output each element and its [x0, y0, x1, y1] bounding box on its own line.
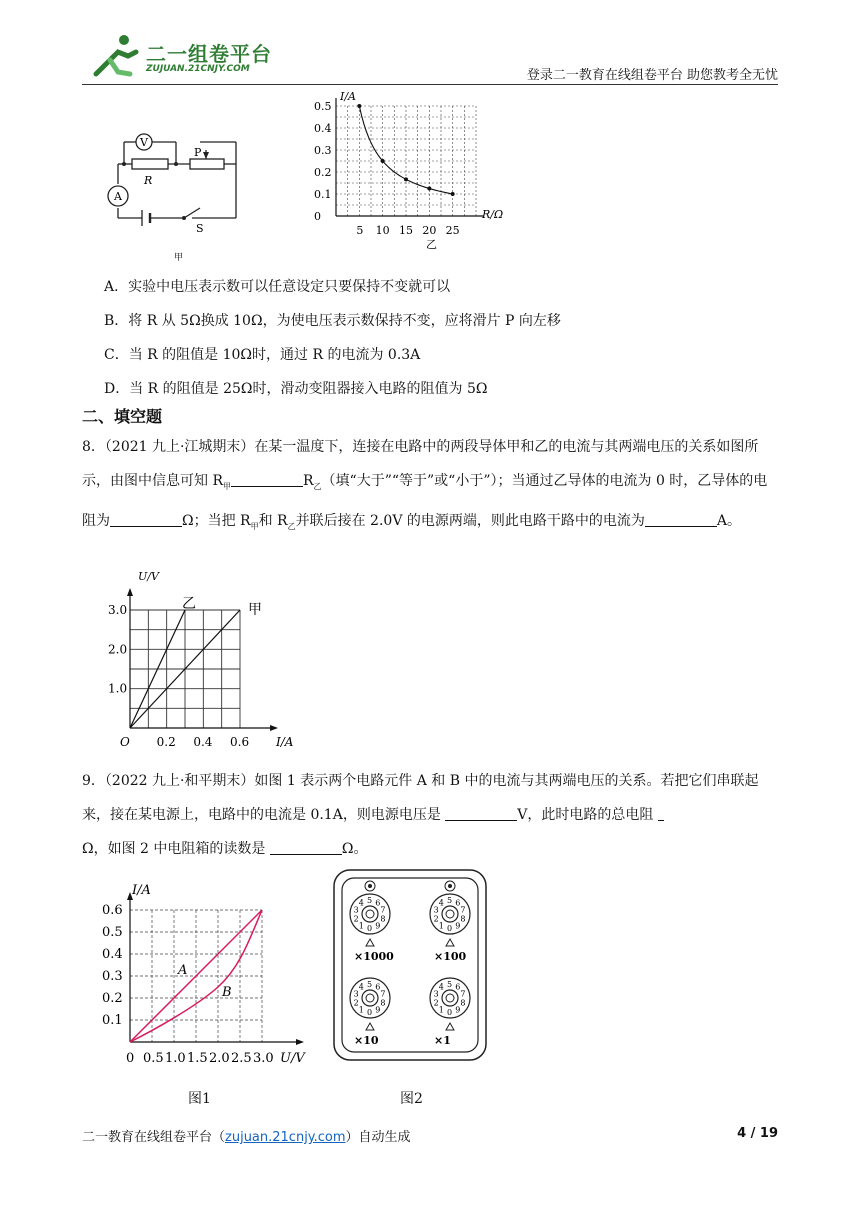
header-divider	[82, 84, 778, 85]
dial-digit: 7	[380, 989, 386, 999]
dial-digit: 5	[367, 980, 373, 989]
dial-knob	[366, 910, 374, 918]
q8-blank-1[interactable]	[231, 472, 303, 487]
x-tick-label: 0	[126, 1051, 135, 1066]
x-tick-label: 0.5	[143, 1051, 164, 1066]
dial-digit: 1	[358, 1005, 364, 1015]
question-8: 8．（2021 九上·江城期末）在某一温度下，连接在电路中的两段导体甲和乙的电流与其两端电压的关系如图所示，由图中信息可知 $R_甲$ $R_乙$（填“大于”“等于”或“小于”）；当通过乙导体的电流为 0 时，乙导体的电阻为 Ω；当把 $R_甲$和 $R_乙$并联后接在 2.0V 的电源两端，则此电路干路中的电流为 A。	[82, 439, 768, 531]
dial-digit: 5	[447, 980, 453, 989]
fig1-ylabel: I/A	[132, 883, 151, 898]
circuit-diagram-jia	[100, 128, 250, 268]
dial-inner	[442, 906, 458, 922]
dial-digit: 1	[438, 1005, 444, 1015]
x-tick-label: 0.6	[230, 735, 250, 749]
terminal-dot	[448, 884, 452, 888]
data-point	[357, 104, 361, 108]
y-tick-label: 0.5	[102, 925, 123, 940]
x-tick-label: 2.0	[209, 1051, 230, 1066]
option-c: C．当 R 的阻值是 10Ω时，通过 R 的电流为 0.3A	[104, 347, 421, 363]
y-tick-label: 3.0	[108, 603, 128, 617]
dial-digit: 6	[455, 982, 461, 992]
dial-digit: 0	[367, 1008, 373, 1017]
pointer-triangle-icon	[366, 1023, 374, 1030]
y-tick-label: 0.4	[314, 122, 332, 135]
fig1-label-b: B	[222, 985, 232, 1000]
data-point	[451, 192, 455, 196]
y-tick-label: 0.3	[102, 969, 123, 984]
q8-blank-3[interactable]	[645, 512, 717, 527]
logo-text: 二一组卷平台	[146, 42, 272, 66]
x-tick-label: 3.0	[253, 1051, 274, 1066]
q9-blank-2[interactable]	[658, 806, 664, 821]
x-tick-label: 2.5	[231, 1051, 252, 1066]
switch-label: S	[196, 222, 204, 235]
fig2-caption: 图2	[400, 1091, 423, 1107]
y-tick-label: 0.2	[314, 166, 332, 179]
y-tick-label: 2.0	[108, 642, 128, 657]
dial-digit: 1	[358, 921, 364, 931]
dial-digit: 9	[375, 921, 381, 931]
graph8-xlabel: I/A	[276, 735, 294, 749]
dial-digit: 9	[375, 1005, 381, 1015]
x-axis-arrow	[296, 1039, 304, 1045]
dial-knob	[446, 994, 454, 1002]
data-point	[381, 159, 385, 163]
y-tick-label: 0.3	[314, 144, 332, 157]
y-tick-label: 0.5	[314, 100, 332, 113]
pointer-triangle-icon	[446, 939, 454, 946]
graph8-label-jia: 甲	[248, 602, 262, 618]
fig1-xlabel: U/V	[280, 1051, 305, 1066]
platform-logo	[88, 30, 278, 80]
dial-inner	[362, 906, 378, 922]
y-tick-label: 0	[314, 210, 321, 223]
dial-digit: 0	[447, 1008, 453, 1017]
current-resistance-graph	[304, 88, 524, 268]
y-tick-label: 1.0	[108, 681, 128, 696]
x-tick-label: 1.5	[187, 1051, 208, 1066]
dial-digit: 4	[438, 898, 444, 908]
graph8-ylabel: U/V	[138, 570, 159, 583]
current-voltage-graph-fig1	[96, 880, 312, 1070]
dial-digit: 8	[460, 914, 466, 924]
option-d: D．当 R 的阻值是 25Ω时，滑动变阻器接入电路的阻值为 5Ω	[104, 381, 488, 397]
dial-digit: 2	[433, 914, 439, 924]
q8-blank-2[interactable]	[110, 512, 182, 527]
x-tick-label: 0.2	[156, 735, 176, 749]
graph7-xlabel: R/Ω	[482, 208, 504, 221]
dial-knob	[366, 994, 374, 1002]
dial-digit: 0	[367, 924, 373, 933]
dial-multiplier-label: ×10	[354, 1034, 379, 1047]
pointer-triangle-icon	[366, 939, 374, 946]
page-number: 4 / 19	[737, 1126, 778, 1141]
resistance-box-fig2	[332, 868, 488, 1062]
q9-blank-1[interactable]	[445, 806, 517, 821]
dial-digit: 5	[447, 896, 453, 905]
x-tick-label: 0.4	[193, 735, 213, 749]
runner-logo-icon	[88, 30, 144, 80]
dial-digit: 7	[460, 905, 466, 915]
graph7-ylabel: I/A	[340, 90, 356, 103]
dial-multiplier-label: ×100	[434, 950, 467, 963]
y-tick-label: 0.1	[314, 188, 332, 201]
data-point	[404, 177, 408, 181]
x-tick-label: 25	[445, 224, 460, 237]
dial-knob	[446, 910, 454, 918]
q9-blank-3[interactable]	[270, 840, 342, 855]
dial-digit: 2	[353, 914, 359, 924]
question-9: 9．（2022 九上·和平期末）如图 1 表示两个电路元件 A 和 B 中的电流与其两端电压的关系。若把它们串联起来，接在某电源上，电路中的电流是 0.1A，则电源电压是 V，此时电路的总电阻 Ω，如图 2 中电阻箱的读数是 Ω。	[82, 773, 759, 857]
footer-link[interactable]: zujuan.21cnjy.com	[225, 1130, 346, 1145]
dial-digit: 2	[433, 998, 439, 1008]
dial-digit: 6	[375, 982, 381, 992]
voltage-current-graph	[104, 566, 304, 756]
dial-digit: 4	[358, 898, 364, 908]
dial-digit: 4	[358, 982, 364, 992]
dial-digit: 9	[455, 1005, 461, 1015]
option-a: A．实验中电压表示数可以任意设定只要保持不变就可以	[104, 279, 451, 295]
section-title: 二、填空题	[82, 407, 163, 426]
dial-digit: 7	[460, 989, 466, 999]
dial-digit: 3	[353, 989, 359, 999]
dial-inner	[362, 990, 378, 1006]
dial-multiplier-label: ×1	[434, 1034, 451, 1047]
dial-digit: 8	[380, 998, 386, 1008]
x-tick-label: 5	[356, 224, 364, 237]
ammeter-label: A	[114, 190, 122, 203]
data-point	[427, 187, 431, 191]
graph8-label-yi: 乙	[182, 596, 196, 612]
terminal-dot	[368, 884, 372, 888]
y-tick-label: 0.1	[102, 1013, 123, 1028]
graph7-caption: 乙	[426, 238, 437, 251]
dial-digit: 8	[380, 914, 386, 924]
dial-digit: 6	[455, 898, 461, 908]
y-axis-arrow	[127, 588, 133, 596]
header-slogan: 登录二一教育在线组卷平台 助您教考全无忧	[526, 68, 778, 83]
dial-digit: 6	[375, 898, 381, 908]
resistor-label: R	[144, 174, 153, 187]
dial-digit: 3	[433, 905, 439, 915]
dial-digit: 0	[447, 924, 453, 933]
dial-digit: 8	[460, 998, 466, 1008]
fig1-caption: 图1	[188, 1091, 211, 1107]
dial-digit: 5	[367, 896, 373, 905]
dial-digit: 1	[438, 921, 444, 931]
circuit-caption: 甲	[174, 253, 184, 263]
dial-digit: 2	[353, 998, 359, 1008]
footer-left: 二一教育在线组卷平台（zujuan.21cnjy.com）自动生成	[82, 1130, 411, 1145]
x-axis-arrow	[270, 725, 278, 731]
x-tick-label: 10	[375, 224, 390, 237]
y-tick-label: 0.4	[102, 947, 123, 962]
x-tick-label: 15	[399, 224, 413, 237]
y-tick-label: 0.6	[102, 903, 123, 918]
dial-multiplier-label: ×1000	[354, 950, 394, 963]
dial-digit: 4	[438, 982, 444, 992]
dial-digit: 3	[433, 989, 439, 999]
dial-inner	[442, 990, 458, 1006]
slider-label: P	[194, 146, 202, 159]
fig1-label-a: A	[178, 963, 188, 978]
dial-digit: 7	[380, 905, 386, 915]
y-tick-label: 0.2	[102, 991, 123, 1006]
x-tick-label: 1.0	[165, 1051, 186, 1066]
dial-digit: 9	[455, 921, 461, 931]
dial-digit: 3	[353, 905, 359, 915]
pointer-triangle-icon	[446, 1023, 454, 1030]
voltmeter-label: V	[140, 136, 148, 149]
graph8-origin: O	[120, 735, 130, 749]
x-tick-label: 20	[422, 224, 437, 237]
logo-url: ZUJUAN.21CNJY.COM	[146, 64, 250, 74]
option-b: B．将 R 从 5Ω换成 10Ω，为使电压表示数保持不变，应将滑片 P 向左移	[104, 313, 561, 329]
